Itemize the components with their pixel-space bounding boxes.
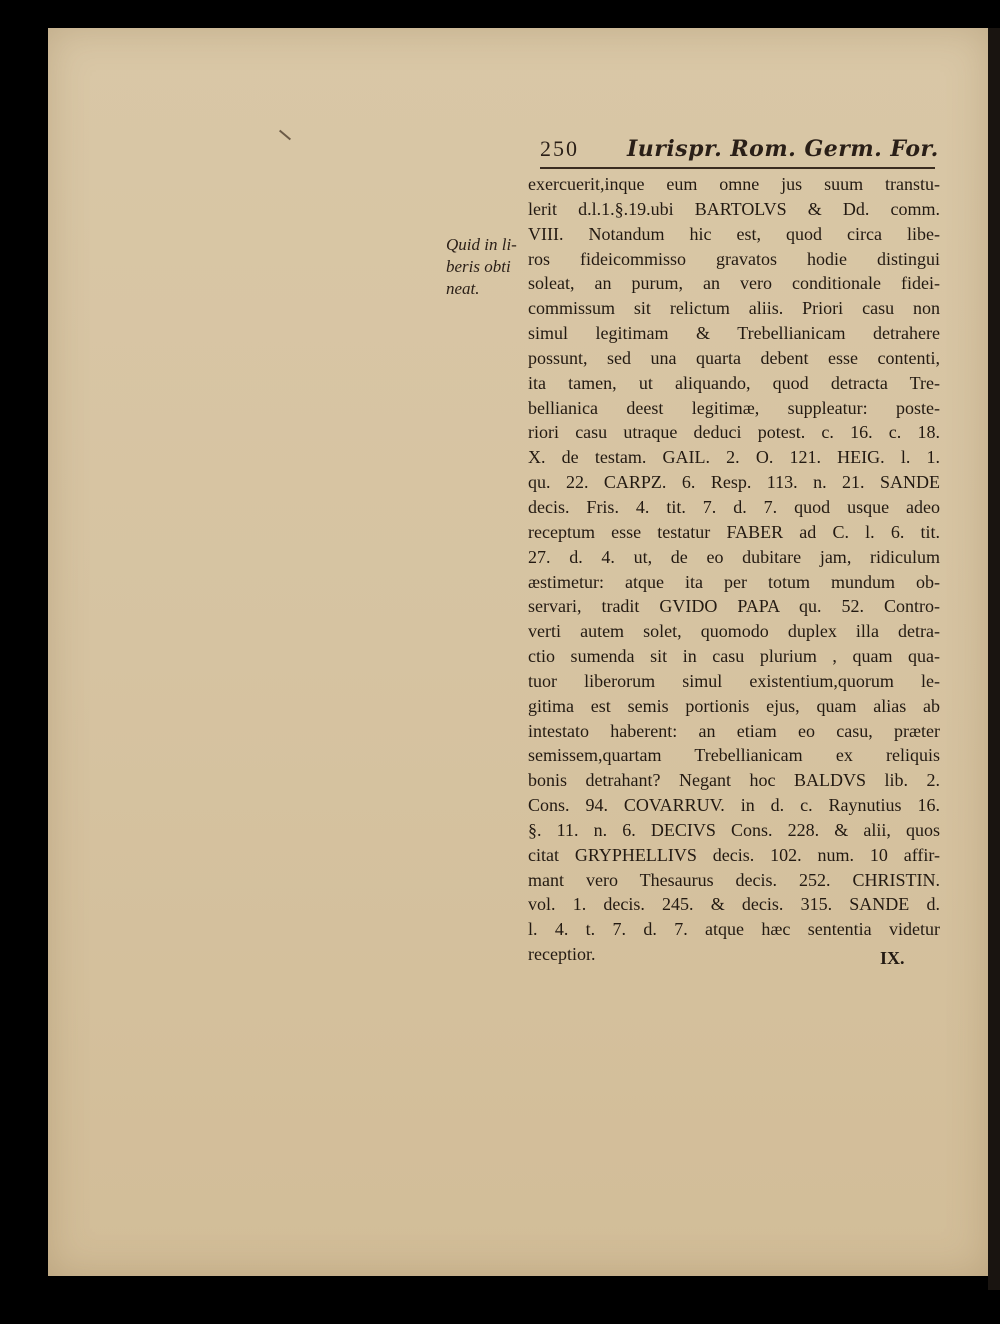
text-line: tuor liberorum simul existentium,quorum le- [528,670,940,691]
text-line: bellianica deest legitimæ, suppleatur: poste- [528,397,940,418]
marginal-note-line: neat. [446,279,480,298]
text-line: commissum sit relictum aliis. Priori casu non [528,298,940,319]
text-line: æstimetur: atque ita per totum mundum ob- [528,571,940,592]
text-line: soleat, an purum, an vero conditionale fidei- [528,273,940,294]
text-line: possunt, sed una quarta debent esse contenti, [528,347,940,368]
text-line: 27. d. 4. ut, de eo dubitare jam, ridiculum [528,546,940,567]
text-line: vol. 1. decis. 245. & decis. 315. SANDE d. [528,894,940,915]
text-line: mant vero Thesaurus decis. 252. CHRISTIN. [528,869,940,890]
text-line: lerit d.l.1.§.19.ubi BARTOLVS & Dd. comm. [528,198,940,219]
page-header [540,136,939,170]
text-line: servari, tradit GVIDO PAPA qu. 52. Contro- [528,596,940,617]
marginal-note-line: beris obti [446,257,511,276]
text-line: verti autem solet, quomodo duplex illa detra- [528,621,940,642]
text-line: exercuerit,inque eum omne jus suum transtu- [528,174,940,194]
text-line: semissem,quartam Trebellianicam ex reliquis [528,745,940,766]
marginal-note-line: Quid in li- [446,235,517,254]
page-number: 250 [540,136,579,161]
text-line: intestato haberent: an etiam eo casu, præter [528,720,940,741]
text-line: receptum esse testatur FABER ad C. l. 6. tit. [528,521,940,542]
text-line: bonis detrahant? Negant hoc BALDVS lib. 2. [528,770,940,791]
text-line: X. de testam. GAIL. 2. O. 121. HEIG. l. 1. [528,447,940,468]
header-rule [540,167,935,169]
text-line: riori casu utraque deduci potest. c. 16. c. 18. [528,422,940,443]
text-line: ctio sumenda sit in casu plurium , quam qua- [528,646,940,667]
running-title: Iurispr. Rom. Germ. For. [627,136,939,162]
text-line: ita tamen, ut aliquando, quod detracta Tre- [528,372,940,393]
text-line: ros fideicommisso gravatos hodie distingui [528,248,940,269]
catchword: IX. [880,948,905,968]
text-line: qu. 22. CARPZ. 6. Resp. 113. n. 21. SANDE [528,472,940,493]
text-line: citat GRYPHELLIVS decis. 102. num. 10 affir- [528,844,940,865]
text-line: l. 4. t. 7. d. 7. atque hæc sententia videtur [528,919,940,940]
page-edge-shadow [988,28,1000,1290]
text-line: VIII. Notandum hic est, quod circa libe- [528,223,940,244]
marginal-note [446,234,526,300]
text-line: gitima est semis portionis ejus, quam alias ab [528,695,940,716]
text-line: decis. Fris. 4. tit. 7. d. 7. quod usque adeo [528,496,940,517]
text-line: §. 11. n. 6. DECIVS Cons. 228. & alii, quos [528,819,940,840]
text-line: Cons. 94. COVARRUV. in d. c. Raynutius 16. [528,795,940,816]
text-line: receptior. [528,944,596,965]
text-line: simul legitimam & Trebellianicam detrahere [528,323,940,344]
body-text [528,172,940,967]
